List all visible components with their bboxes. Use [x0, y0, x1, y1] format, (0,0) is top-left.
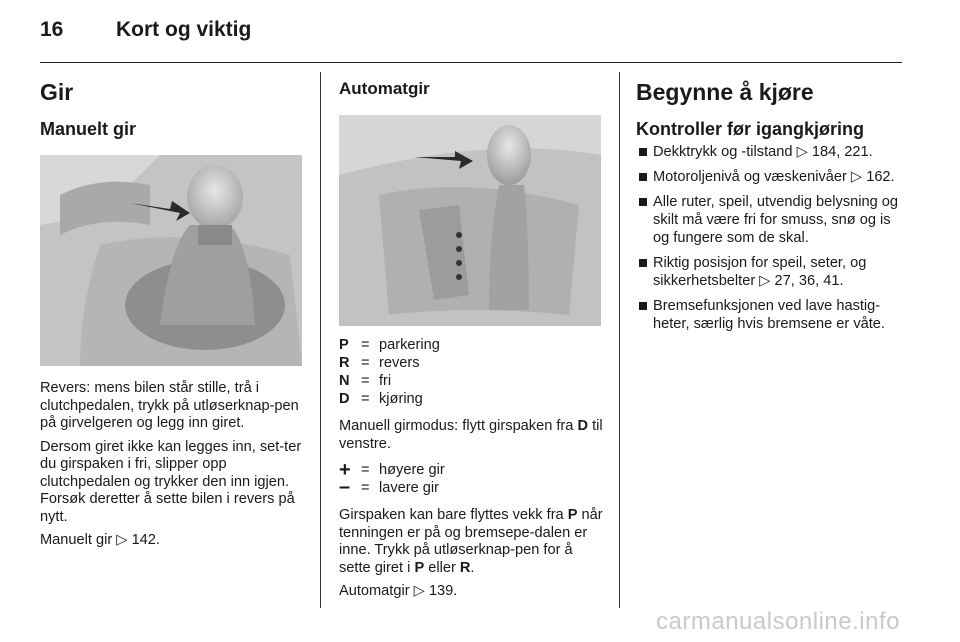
page-header	[40, 18, 251, 48]
legend-key: P	[339, 337, 349, 353]
watermark: carmanualsonline.info	[656, 608, 900, 635]
legend-row	[339, 461, 604, 479]
legend-eq: =	[361, 337, 370, 353]
paragraph-ref	[40, 532, 305, 550]
item-text: Bremsefunksjonen ved lave hastig-heter, særlig hvis bremsene er våte.	[653, 298, 885, 332]
legend-row	[339, 476, 604, 498]
legend-value: fri	[379, 373, 392, 389]
legend-row	[339, 390, 604, 408]
page-ref-arrow-icon: ▷	[796, 144, 812, 160]
column-automatic	[339, 72, 604, 601]
legend-row	[339, 354, 604, 372]
item-text: Riktig posisjon for speil, seter, og sikkerhetsbelter	[653, 255, 867, 289]
minus-icon: –	[339, 476, 351, 498]
item-refs: 162.	[866, 169, 895, 185]
legend-key: R	[339, 355, 350, 371]
gear-key: P	[567, 507, 578, 523]
column-start-driving	[636, 72, 902, 340]
ref-number: 139.	[428, 583, 458, 599]
list-item	[636, 168, 902, 186]
item-text: Motoroljenivå og væskenivåer	[653, 169, 851, 185]
bullet-square-icon	[639, 198, 647, 206]
list-item	[636, 254, 902, 290]
bullet-square-icon	[639, 148, 647, 156]
legend-value: høyere gir	[379, 462, 445, 478]
legend-row	[339, 336, 604, 354]
column-manual-gear	[40, 72, 305, 550]
manual-gear-image	[40, 155, 302, 366]
legend-eq: =	[361, 391, 370, 407]
page-ref-arrow-icon: ▷	[413, 583, 425, 599]
header-rule	[40, 62, 902, 63]
page-ref-arrow-icon: ▷	[116, 532, 128, 548]
subsection-heading: Kontroller før igangkjøring	[636, 119, 864, 139]
plus-icon: +	[339, 459, 351, 481]
ref-number: 142.	[131, 532, 160, 548]
section-heading: Begynne å kjøre	[636, 79, 814, 105]
legend-row	[339, 372, 604, 390]
legend-value: lavere gir	[379, 480, 440, 496]
legend-eq: =	[361, 355, 370, 371]
page-ref-arrow-icon: ▷	[759, 273, 775, 289]
gear-legend	[339, 336, 604, 408]
legend-value: parkering	[379, 337, 440, 353]
list-item	[636, 193, 902, 247]
text-run: eller	[424, 559, 460, 576]
text-run: til venstre.	[339, 418, 603, 452]
paragraph-release	[339, 507, 604, 577]
item-refs: 184, 221.	[811, 144, 873, 160]
gear-key: D	[577, 418, 589, 434]
bullet-square-icon	[639, 302, 647, 310]
legend-eq: =	[361, 480, 370, 496]
paragraph-manual-mode	[339, 418, 604, 453]
bullet-square-icon	[639, 173, 647, 181]
list-item	[636, 297, 902, 333]
legend-value: revers	[379, 355, 420, 371]
column-divider	[320, 72, 321, 608]
gear-key: P	[414, 559, 425, 576]
section-heading: Gir	[40, 79, 74, 105]
legend-eq: =	[361, 373, 370, 389]
checklist	[636, 143, 902, 333]
item-text: Alle ruter, speil, utvendig belysning og skilt må være fri for smuss, snø og is og fungere som de skal.	[653, 194, 899, 246]
item-refs: 27, 36, 41.	[774, 273, 844, 289]
subsection-heading: Manuelt gir	[40, 119, 137, 139]
legend-key: D	[339, 391, 350, 407]
text-run: når tenningen er på og bremsepe-dalen er inne. Trykk på utløserknap-pen for å sette giret i	[339, 507, 603, 576]
page-title: Kort og viktig	[116, 18, 252, 41]
text-run: Manuell girmodus: flytt girspaken fra	[339, 418, 578, 434]
column-divider	[619, 72, 620, 608]
legend-key: N	[339, 373, 350, 389]
paragraph-retry: Dersom giret ikke kan legges inn, set-ter du girspaken i fri, slipper opp clutchpedalen og trykker den inn igjen. Forsøk deretter å sette bilen i revers på nytt.	[40, 438, 302, 525]
automatic-gear-image	[339, 115, 601, 326]
bullet-square-icon	[639, 259, 647, 267]
text-run: .	[470, 559, 475, 576]
item-text: Dekktrykk og -tilstand	[653, 144, 797, 160]
page-ref-arrow-icon: ▷	[850, 169, 867, 185]
list-item	[636, 143, 902, 161]
gear-key: R	[459, 559, 471, 576]
legend-value: kjøring	[379, 391, 423, 407]
page-number: 16	[40, 18, 64, 41]
ref-text: Automatgir	[339, 583, 410, 599]
text-run: Girspaken kan bare flyttes vekk fra	[339, 507, 568, 523]
plus-minus-legend	[339, 461, 604, 497]
section-heading: Automatgir	[339, 79, 430, 98]
paragraph-ref	[339, 583, 604, 601]
legend-eq: =	[361, 462, 370, 478]
paragraph-reverse: Revers: mens bilen står stille, trå i clutchpedalen, trykk på utløserknap-pen på girvelgeren og legg inn giret.	[40, 380, 299, 431]
ref-text: Manuelt gir	[40, 532, 113, 548]
